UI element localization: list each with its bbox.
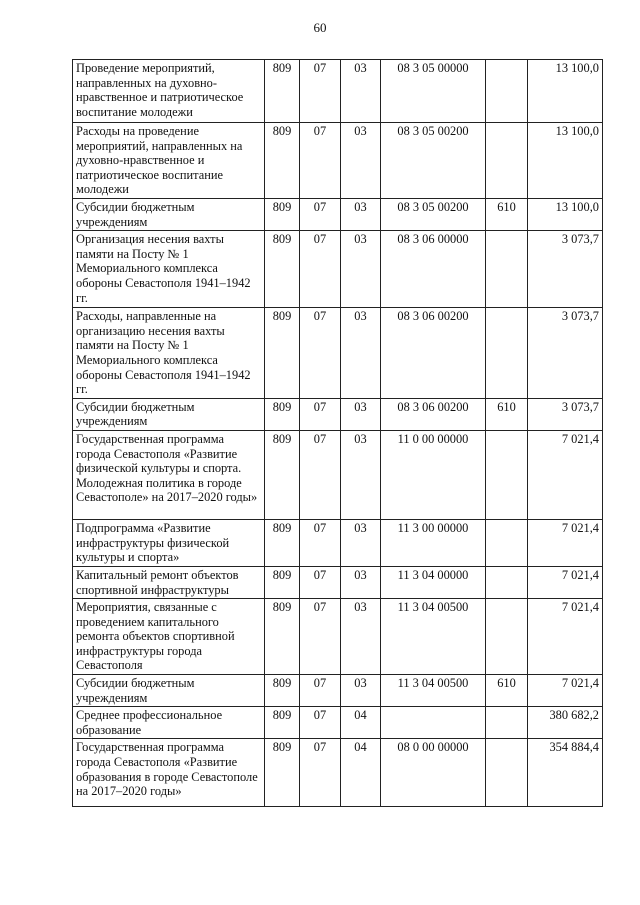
row-name: Капитальный ремонт объектов спортивной инфраструктуры xyxy=(73,566,265,598)
expense-type-code: 610 xyxy=(486,675,528,707)
amount: 7 021,4 xyxy=(528,675,603,707)
table-row xyxy=(73,739,603,807)
subsection-code: 03 xyxy=(341,198,381,230)
expense-type-code: 610 xyxy=(486,398,528,430)
row-name: Государственная программа города Севастополя «Развитие физической культуры и спорта. Молодежная политика в городе Севастополе» на 2017–2020 годы» xyxy=(73,430,265,519)
target-article-code: 08 3 06 00200 xyxy=(381,308,486,399)
table-row xyxy=(73,198,603,230)
subsection-code: 03 xyxy=(341,566,381,598)
ministry-code: 809 xyxy=(265,231,300,308)
subsection-code: 03 xyxy=(341,398,381,430)
row-name: Субсидии бюджетным учреждениям xyxy=(73,198,265,230)
amount: 380 682,2 xyxy=(528,707,603,739)
subsection-code: 03 xyxy=(341,430,381,519)
target-article-code: 11 3 00 00000 xyxy=(381,519,486,566)
table-row xyxy=(73,675,603,707)
target-article-code: 11 0 00 00000 xyxy=(381,430,486,519)
table-row xyxy=(73,123,603,199)
target-article-code: 11 3 04 00500 xyxy=(381,599,486,675)
expense-type-code xyxy=(486,60,528,123)
expense-type-code xyxy=(486,231,528,308)
ministry-code: 809 xyxy=(265,675,300,707)
amount: 7 021,4 xyxy=(528,566,603,598)
ministry-code: 809 xyxy=(265,60,300,123)
page-number: 60 xyxy=(313,20,327,35)
section-code: 07 xyxy=(300,430,341,519)
table-row xyxy=(73,430,603,519)
amount: 13 100,0 xyxy=(528,123,603,199)
subsection-code: 03 xyxy=(341,231,381,308)
table-row xyxy=(73,398,603,430)
amount: 13 100,0 xyxy=(528,198,603,230)
row-name: Субсидии бюджетным учреждениям xyxy=(73,675,265,707)
target-article-code: 11 3 04 00500 xyxy=(381,675,486,707)
expense-type-code xyxy=(486,123,528,199)
ministry-code: 809 xyxy=(265,398,300,430)
row-name: Подпрограмма «Развитие инфраструктуры физической культуры и спорта» xyxy=(73,519,265,566)
ministry-code: 809 xyxy=(265,599,300,675)
amount: 3 073,7 xyxy=(528,398,603,430)
expense-type-code xyxy=(486,519,528,566)
table-row xyxy=(73,566,603,598)
row-name: Организация несения вахты памяти на Посту № 1 Мемориального комплекса обороны Севастополя 1941–1942 гг. xyxy=(73,231,265,308)
target-article-code: 08 0 00 00000 xyxy=(381,739,486,807)
row-name: Расходы на проведение мероприятий, направленных на духовно-нравственное и патриотическое воспитание молодежи xyxy=(73,123,265,199)
target-article-code: 08 3 05 00000 xyxy=(381,60,486,123)
table-row xyxy=(73,60,603,123)
ministry-code: 809 xyxy=(265,739,300,807)
expense-type-code xyxy=(486,566,528,598)
section-code: 07 xyxy=(300,599,341,675)
target-article-code: 08 3 05 00200 xyxy=(381,198,486,230)
subsection-code: 03 xyxy=(341,123,381,199)
section-code: 07 xyxy=(300,198,341,230)
table-row xyxy=(73,231,603,308)
row-name: Мероприятия, связанные с проведением капитального ремонта объектов спортивной инфраструктуры города Севастополя xyxy=(73,599,265,675)
row-name: Проведение мероприятий, направленных на духовно-нравственное и патриотическое воспитание молодежи xyxy=(73,60,265,123)
amount: 7 021,4 xyxy=(528,599,603,675)
subsection-code: 03 xyxy=(341,60,381,123)
expense-type-code xyxy=(486,430,528,519)
target-article-code: 08 3 05 00200 xyxy=(381,123,486,199)
section-code: 07 xyxy=(300,707,341,739)
expense-type-code xyxy=(486,308,528,399)
ministry-code: 809 xyxy=(265,308,300,399)
ministry-code: 809 xyxy=(265,566,300,598)
section-code: 07 xyxy=(300,566,341,598)
amount: 7 021,4 xyxy=(528,430,603,519)
section-code: 07 xyxy=(300,60,341,123)
section-code: 07 xyxy=(300,308,341,399)
subsection-code: 03 xyxy=(341,308,381,399)
ministry-code: 809 xyxy=(265,519,300,566)
subsection-code: 04 xyxy=(341,739,381,807)
target-article-code: 08 3 06 00200 xyxy=(381,398,486,430)
row-name: Государственная программа города Севастополя «Развитие образования в городе Севастополе на 2017–2020 годы» xyxy=(73,739,265,807)
row-name: Расходы, направленные на организацию несения вахты памяти на Посту № 1 Мемориального комплекса обороны Севастополя 1941–1942 гг. xyxy=(73,308,265,399)
ministry-code: 809 xyxy=(265,123,300,199)
section-code: 07 xyxy=(300,398,341,430)
budget-table xyxy=(72,59,603,807)
ministry-code: 809 xyxy=(265,430,300,519)
section-code: 07 xyxy=(300,231,341,308)
subsection-code: 03 xyxy=(341,599,381,675)
amount: 3 073,7 xyxy=(528,231,603,308)
amount: 354 884,4 xyxy=(528,739,603,807)
target-article-code: 11 3 04 00000 xyxy=(381,566,486,598)
target-article-code xyxy=(381,707,486,739)
table-row xyxy=(73,707,603,739)
amount: 3 073,7 xyxy=(528,308,603,399)
amount: 13 100,0 xyxy=(528,60,603,123)
section-code: 07 xyxy=(300,675,341,707)
section-code: 07 xyxy=(300,123,341,199)
row-name: Субсидии бюджетным учреждениям xyxy=(73,398,265,430)
subsection-code: 03 xyxy=(341,675,381,707)
subsection-code: 03 xyxy=(341,519,381,566)
expense-type-code: 610 xyxy=(486,198,528,230)
expense-type-code xyxy=(486,739,528,807)
table-row xyxy=(73,308,603,399)
ministry-code: 809 xyxy=(265,198,300,230)
table-row xyxy=(73,519,603,566)
expense-type-code xyxy=(486,707,528,739)
ministry-code: 809 xyxy=(265,707,300,739)
expense-type-code xyxy=(486,599,528,675)
subsection-code: 04 xyxy=(341,707,381,739)
section-code: 07 xyxy=(300,519,341,566)
table-row xyxy=(73,599,603,675)
amount: 7 021,4 xyxy=(528,519,603,566)
row-name: Среднее профессиональное образование xyxy=(73,707,265,739)
section-code: 07 xyxy=(300,739,341,807)
target-article-code: 08 3 06 00000 xyxy=(381,231,486,308)
